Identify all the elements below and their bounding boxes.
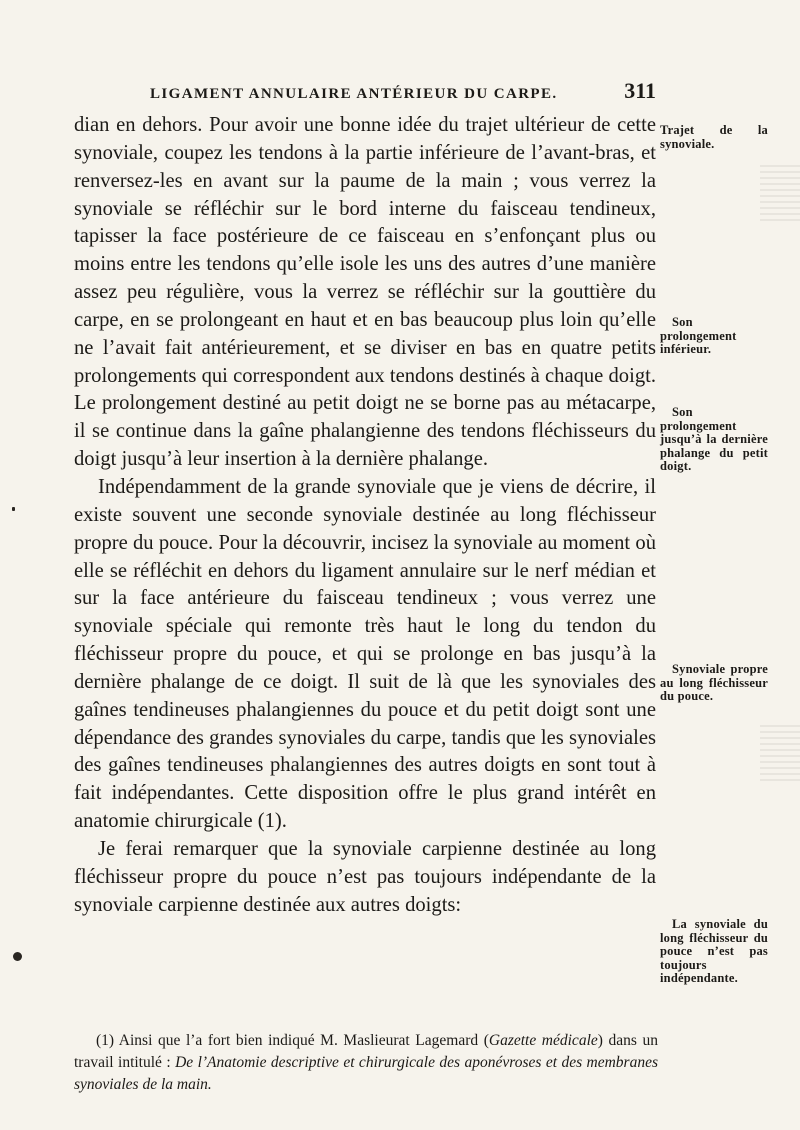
margin-note-trajet: Trajet de la synoviale. (660, 123, 768, 151)
main-text (74, 112, 656, 919)
page-header (74, 78, 656, 104)
margin-note-prolongement-petit-doigt: Son prolongement jusqu’à la dernière phalange du petit doigt. (660, 405, 768, 473)
paragraph-1: dian en dehors. Pour avoir une bonne idée du trajet ultérieur de cette synoviale, coupez les tendons à la partie inférieure de l’avant-bras, et renversez-les en avant sur la paume de la main ; vous verrez la synoviale se réfléchir sur le bord interne du faisceau tendineux, tapisser la face postérieure de ce faisceau en s’enfonçant plus ou moins entre les tendons qu’elle isole les uns des autres d’une manière assez peu régulière, vous la verrez se réfléchir sur la gouttière du carpe, en se prolongeant en haut et en bas beaucoup plus loin qu’elle ne l’avait fait antérieurement, et se diviser en bas en quatre petits prolongements qui correspondent aux tendons destinés à chaque doigt. Le prolongement destiné au petit doigt ne se borne pas au métacarpe, il se continue dans la gaîne phalangienne des tendons fléchisseurs du doigt jusqu’à leur insertion à la dernière phalange. (74, 114, 656, 471)
page-number: 311 (624, 78, 656, 103)
margin-note-prolongement-inferieur: Son prolongement inférieur. (660, 315, 737, 356)
footnote-journal: Gazette médicale (488, 1032, 598, 1049)
footnote-mid: ) dans un travail intitulé : (74, 1032, 659, 1071)
footnote-title: De l’Anatomie descriptive et chirurgicale des aponévroses et des membranes synoviales de la main. (74, 1054, 658, 1093)
footnote (74, 1030, 658, 1096)
ink-speck (12, 507, 15, 511)
footnote-lead: (1) Ainsi que l’a fort bien indiqué M. Maslieurat Lagemard ( (96, 1032, 489, 1049)
show-through-mark (760, 725, 800, 785)
margin-note-independance: La synoviale du long fléchisseur du pouce n’est pas toujours indépendante. (660, 917, 768, 985)
margin-note-synoviale-pouce: Synoviale propre au long fléchisseur du pouce. (660, 662, 768, 703)
ink-blot (13, 952, 22, 961)
paragraph-3: Je ferai remarquer que la synoviale carpienne destinée au long fléchisseur propre du pouce n’est pas toujours indépendante de la synoviale carpienne destinée aux autres doigts: (74, 837, 656, 916)
paragraph-2: Indépendamment de la grande synoviale que je viens de décrire, il existe souvent une seconde synoviale destinée au long fléchisseur propre du pouce. Pour la découvrir, incisez la synoviale au moment où elle se réfléchit en dehors du ligament annulaire sur le nerf médian et sur la face antérieure du faisceau tendineux ; vous verrez une synoviale spéciale qui remonte très haut le long du tendon du fléchisseur propre du pouce, et qui se prolonge en bas jusqu’à la dernière phalange de ce doigt. Il suit de là que les synoviales des gaînes tendineuses phalangiennes du pouce et du petit doigt sont une dépendance des grandes synoviales du carpe, tandis que les synoviales des gaînes tendineuses phalangiennes des autres doigts en sont tout à fait indépendantes. Cette disposition offre le plus grand intérêt en anatomie chirurgicale (1). (74, 475, 656, 833)
running-title: LIGAMENT ANNULAIRE ANTÉRIEUR DU CARPE. (150, 86, 558, 102)
show-through-mark (760, 165, 800, 225)
footnote-text (74, 1030, 658, 1096)
